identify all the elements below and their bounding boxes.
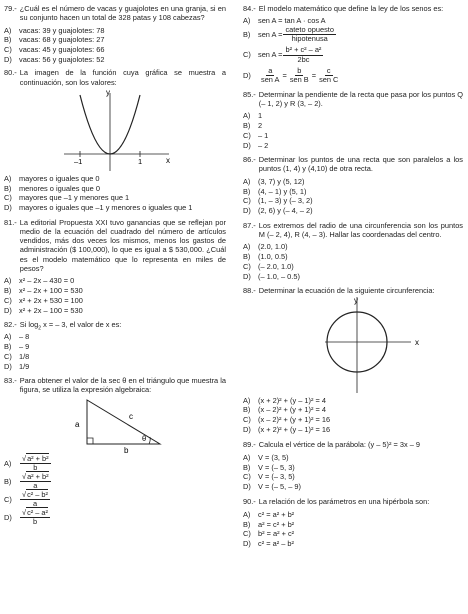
option-a[interactable]: A) (2.0, 1.0) xyxy=(243,242,288,251)
option-d[interactable]: D) 1/9 xyxy=(4,361,30,371)
question-text: Si $\log_2 x$ = – 3, el valor de x es: xyxy=(19,319,122,332)
option-c[interactable]: C) 1/8 xyxy=(4,351,30,361)
option-b[interactable]: B) 2 xyxy=(243,121,263,131)
question-89 xyxy=(243,440,463,491)
y-axis-label: y xyxy=(106,87,110,97)
option-c[interactable]: C) x² + 2x + 530 = 100 xyxy=(4,295,83,305)
question-number: 82.- xyxy=(4,319,17,329)
option-d[interactable]: D) c² = a² – b² xyxy=(243,539,294,549)
option-c[interactable]: C) V = (– 3, 5) xyxy=(243,472,295,482)
option-d[interactable]: D) (2, 6) y (– 4, – 2) xyxy=(243,206,313,216)
option-c[interactable]: C) (x – 2)² + (y + 1)² = 16 xyxy=(243,415,331,425)
options-list xyxy=(243,16,463,84)
question-text: La editorial Propuesta XXI tuvo ganancias que se reflejan por medio de la ecuación del cuadrado del número de artículos vendidos, más dos veces los mismos, menos los gastos de administración ($ 100,000), lo que es igual a $ 530,000. ¿Cuál es el modelo matemático que lo representa en miles de pesos? xyxy=(19,217,226,273)
side-c-label: c xyxy=(129,412,133,422)
option-d[interactable]: D) V = (– 5, – 9) xyxy=(243,482,301,492)
option-b[interactable]: B) (1.0, 0.5) xyxy=(243,251,288,261)
option-b[interactable]: B) x² – 2x + 100 = 530 xyxy=(4,285,83,295)
question-87 xyxy=(243,221,463,281)
question-text: La imagen de la función cuya gráfica se muestra a continuación, son los valores: xyxy=(19,68,226,87)
option-b[interactable]: B) sen A = $\frac{\text{cateto opuesto}}{\text{hipotenusa}}$ xyxy=(243,25,334,44)
option-b[interactable]: B) V = (– 5, 3) xyxy=(243,462,295,472)
question-79 xyxy=(4,4,226,64)
question-number: 84.- xyxy=(243,4,256,13)
option-b[interactable]: B) menores o iguales que 0 xyxy=(4,183,100,193)
question-81 xyxy=(4,218,226,315)
y-axis-label: y xyxy=(354,296,358,306)
options-list xyxy=(243,453,463,492)
question-number: 88.- xyxy=(243,285,256,295)
question-number: 87.- xyxy=(243,220,256,230)
parabola-graph xyxy=(4,87,226,173)
options-list xyxy=(4,174,226,213)
question-number: 81.- xyxy=(4,217,17,227)
question-90 xyxy=(243,497,463,548)
question-text: Determinar la ecuación de la siguiente circunferencia: xyxy=(258,285,435,295)
option-a[interactable]: A) – 8 xyxy=(4,332,30,342)
option-a[interactable]: A) mayores o iguales que 0 xyxy=(4,173,100,183)
options-list xyxy=(4,276,226,315)
question-85 xyxy=(243,90,463,150)
options-list xyxy=(4,332,226,371)
option-a[interactable]: A) V = (3, 5) xyxy=(243,452,289,462)
option-c[interactable]: C) b² = a² + c² xyxy=(243,529,295,539)
question-text: Los extremos del radio de una circunferencia son los puntos M (– 2, 4), R (4, – 3). Hallar las coordenadas del centro. xyxy=(258,220,463,239)
option-c[interactable]: C) – 1 xyxy=(243,131,269,141)
x-axis-label: x xyxy=(166,155,170,165)
option-d[interactable]: D) x² + 2x – 100 = 530 xyxy=(4,305,83,315)
option-c[interactable]: C) vacas: 45 y guajolotes: 66 xyxy=(4,45,105,55)
option-a[interactable]: A) vacas: 39 y guajolotes: 78 xyxy=(4,25,105,35)
option-a[interactable]: A) c² = a² + b² xyxy=(243,509,295,519)
tick-label-neg: –1 xyxy=(74,156,83,166)
question-number: 80.- xyxy=(4,68,17,78)
question-number: 86.- xyxy=(243,155,256,165)
question-text: ¿Cuál es el número de vacas y guajolotes en una granja, si en su conjunto hacen un total de 328 patas y 108 cabezas? xyxy=(19,4,226,23)
option-b[interactable]: B) a² = c² + b² xyxy=(243,519,295,529)
question-82 xyxy=(4,320,226,371)
option-d[interactable]: D) $\frac{a}{\text{sen A}}$ = $\frac{b}{\text{sen B}}$ = $\frac{c}{\text{sen C}}$ xyxy=(243,65,339,84)
question-number: 79.- xyxy=(4,4,17,13)
question-84 xyxy=(243,4,463,84)
option-d[interactable]: D) vacas: 56 y guajolotes: 52 xyxy=(4,55,105,65)
option-a[interactable]: A) sen A = tan A · cos A xyxy=(243,16,326,26)
options-list xyxy=(243,242,463,281)
question-text: Calcula el vértice de la parábola: (y – 5)² = 3x – 9 xyxy=(258,440,420,450)
option-b[interactable]: B) (4, – 1) y (5, 1) xyxy=(243,186,307,196)
right-column xyxy=(243,4,463,548)
option-b[interactable]: B) vacas: 68 y guajolotes: 27 xyxy=(4,35,105,45)
question-80 xyxy=(4,68,226,212)
option-b[interactable]: B) $\frac{\text{√a² + b²}}{a}$ xyxy=(4,471,49,490)
options-list xyxy=(243,510,463,549)
side-b-label: b xyxy=(124,446,129,455)
option-d[interactable]: D) $\frac{\text{√c² – a²}}{b}$ xyxy=(4,507,49,526)
option-c[interactable]: C) $\frac{\text{√c² – b²}}{a}$ xyxy=(4,489,49,508)
option-a[interactable]: A) (x + 2)² + (y – 1)² = 4 xyxy=(243,395,326,405)
question-text: Determinar la pendiente de la recta que pasa por los puntos Q (– 1, 2) y R (3, – 2). xyxy=(258,89,463,109)
option-a[interactable]: A) $\frac{\text{√a² + b²}}{b}$ xyxy=(4,453,49,473)
question-text: La relación de los parámetros en una hipérbola son: xyxy=(258,497,430,507)
question-text: Determinar los puntos de una recta que son paralelos a los puntos (1, 4) y (4,10) de otra recta. xyxy=(258,155,463,174)
side-a-label: a xyxy=(75,420,80,430)
option-b[interactable]: B) (x – 2)² + (y + 1)² = 4 xyxy=(243,405,326,415)
tick-label-pos: 1 xyxy=(138,156,143,166)
option-a[interactable]: A) x² – 2x – 430 = 0 xyxy=(4,276,75,286)
option-c[interactable]: C) sen A = $\frac{\text{b² + c² – a²}}{2bc}$ xyxy=(243,45,322,64)
option-d[interactable]: D) mayores o iguales que –1 y menores o iguales que 1 xyxy=(4,203,193,213)
option-d[interactable]: D) (– 1.0, – 0.5) xyxy=(243,271,300,281)
option-a[interactable]: A) 1 xyxy=(243,111,263,121)
circle-graph xyxy=(243,295,463,395)
options-list xyxy=(4,455,226,526)
question-83 xyxy=(4,376,226,526)
right-triangle-figure xyxy=(4,394,226,454)
option-c[interactable]: C) (1, – 3) y (– 3, 2) xyxy=(243,196,313,206)
option-d[interactable]: D) (x + 2)² + (y – 1)² = 16 xyxy=(243,425,331,435)
option-d[interactable]: D) – 2 xyxy=(243,140,269,150)
option-c[interactable]: C) mayores que –1 y menores que 1 xyxy=(4,193,130,203)
question-88 xyxy=(243,286,463,435)
options-list xyxy=(243,396,463,435)
triangle xyxy=(87,400,160,444)
option-c[interactable]: C) (– 2.0, 1.0) xyxy=(243,261,294,271)
question-text: Para obtener el valor de la sec θ en el triángulo que muestra la figura, se utiliza la expresión algebraica: xyxy=(19,375,226,395)
left-column xyxy=(4,4,226,526)
theta-label: θ xyxy=(142,434,147,444)
question-number: 85.- xyxy=(243,89,256,99)
options-list xyxy=(4,26,226,65)
question-text: El modelo matemático que define la ley de los senos es: xyxy=(258,4,444,13)
right-angle-mark xyxy=(87,438,93,444)
question-number: 90.- xyxy=(243,497,256,507)
x-axis-label: x xyxy=(415,338,419,348)
option-b[interactable]: B) – 9 xyxy=(4,341,30,351)
option-a[interactable]: A) (3, 7) y (5, 12) xyxy=(243,176,305,186)
question-86 xyxy=(243,155,463,215)
options-list xyxy=(243,111,463,150)
question-number: 83.- xyxy=(4,375,17,385)
question-number: 89.- xyxy=(243,440,256,450)
options-list xyxy=(243,177,463,216)
